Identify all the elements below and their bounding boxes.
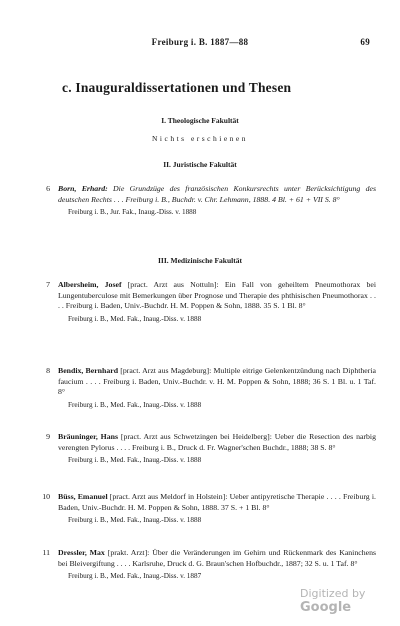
entry-diss-note: Freiburg i. B., Med. Fak., Inaug.-Diss. v. 1888 [68, 516, 202, 525]
entry-8 [46, 366, 376, 410]
entry-author: Dressler, Max [58, 548, 105, 557]
entry-number: 10 [42, 492, 50, 501]
entry-text: [pract. Arzt aus Nottuln]: Ein Fall von geheiltem Pneumothorax bei Lungentuberculose mit Bemerkungen über Prognose und Therapie des phthisischen Pneumothorax . . . . Freiburg i. Baden, Univ.-Buchdr. H. M. Poppen & Sohn, 1888. 35 S. 1 Bl. 8° [58, 280, 376, 311]
nothing-published-note: Nichts erschienen [151, 134, 249, 143]
section-heading [62, 80, 291, 96]
entry-citation [58, 432, 376, 453]
google-logo: Google [300, 600, 352, 615]
entry-number: 6 [46, 184, 50, 193]
entry-number: 11 [42, 548, 50, 557]
entry-text: Die Grundzüge des französischen Konkursrechts unter Berücksichtigung des deutschen Rechts . . . Freiburg i. B., Buchdr. v. Chr. Lehmann, 1888. 4 Bl. + 61 + VII S. 8° [58, 184, 376, 204]
faculty-heading-medicine: III. Medizinische Fakultät [158, 256, 242, 265]
entry-number: 8 [46, 366, 50, 375]
entry-citation [58, 548, 376, 569]
entry-7 [46, 280, 376, 324]
entry-number: 9 [46, 432, 50, 441]
entry-citation [58, 184, 376, 205]
google-watermark [300, 587, 400, 615]
entry-citation [58, 492, 376, 513]
entry-author: Bräuninger, Hans [58, 432, 119, 441]
entry-6 [46, 184, 376, 217]
entry-diss-note: Freiburg i. B., Med. Fak., Inaug.-Diss. v. 1888 [68, 400, 202, 409]
entry-text: [pract. Arzt aus Schwetzingen bei Heidelberg]: Ueber die Resection des narbig verengten Pylorus . . . . Freiburg i. B., Druck d. Fr. Wagner'schen Buchdr., 1888; 38 S. 8° [58, 432, 376, 452]
entry-text: [pract. Arzt aus Meldorf in Holstein]: Ueber antipyretische Therapie . . . . Freiburg i. Baden, Univ.-Buchdr. H. M. Poppen & Sohn, 1888. 37 S. + 1 Bl. 8° [58, 492, 376, 512]
entry-diss-note: Freiburg i. B., Med. Fak., Inaug.-Diss. v. 1887 [68, 572, 202, 581]
entry-citation [58, 280, 376, 312]
entry-diss-note: Freiburg i. B., Med. Fak., Inaug.-Diss. v. 1888 [68, 314, 202, 323]
entry-text: [prakt. Arzt]: Über die Veränderungen im Gehirn und Rückenmark des Kaninchens bei Bleivergiftung . . . . Karlsruhe, Druck d. G. Braun'schen Hofbuchdr., 1887; 32 S. u. 1 Taf. 8° [58, 548, 376, 568]
faculty-heading-theology: I. Theologische Fakultät [161, 116, 239, 125]
entry-author: Bendix, Bernhard [58, 366, 119, 375]
entry-diss-note: Freiburg i. B., Med. Fak., Inaug.-Diss. v. 1888 [68, 456, 202, 465]
running-head [0, 37, 400, 49]
section-title: Inauguraldissertationen und Thesen [75, 80, 292, 95]
section-letter: c. [62, 80, 72, 95]
faculty-heading-law: II. Juristische Fakultät [163, 160, 237, 169]
running-title: Freiburg i. B. 1887—88 [151, 37, 249, 47]
entry-text: [pract. Arzt aus Magdeburg]: Multiple eitrige Gelenkentzündung nach Diphtheria faucium . . . . Freiburg i. Baden, Univ.-Buchdr. v. H. M. Poppen & Sohn, 1888; 36 S. 1 Bl. u. 1 Taf. 8° [58, 366, 376, 397]
watermark-prefix: Digitized by [300, 587, 366, 600]
entry-number: 7 [46, 280, 50, 289]
entry-11 [42, 548, 376, 581]
entry-diss-note: Freiburg i. B., Jur. Fak., Inaug.-Diss. v. 1888 [68, 208, 197, 217]
entry-10 [42, 492, 376, 525]
entry-author: Albersheim, Josef [58, 280, 122, 289]
entry-citation [58, 366, 376, 398]
entry-author: Büss, Emanuel [58, 492, 108, 501]
page-number: 69 [360, 37, 370, 47]
entry-9 [46, 432, 376, 465]
entry-author: Born, Erhard: [58, 184, 108, 193]
